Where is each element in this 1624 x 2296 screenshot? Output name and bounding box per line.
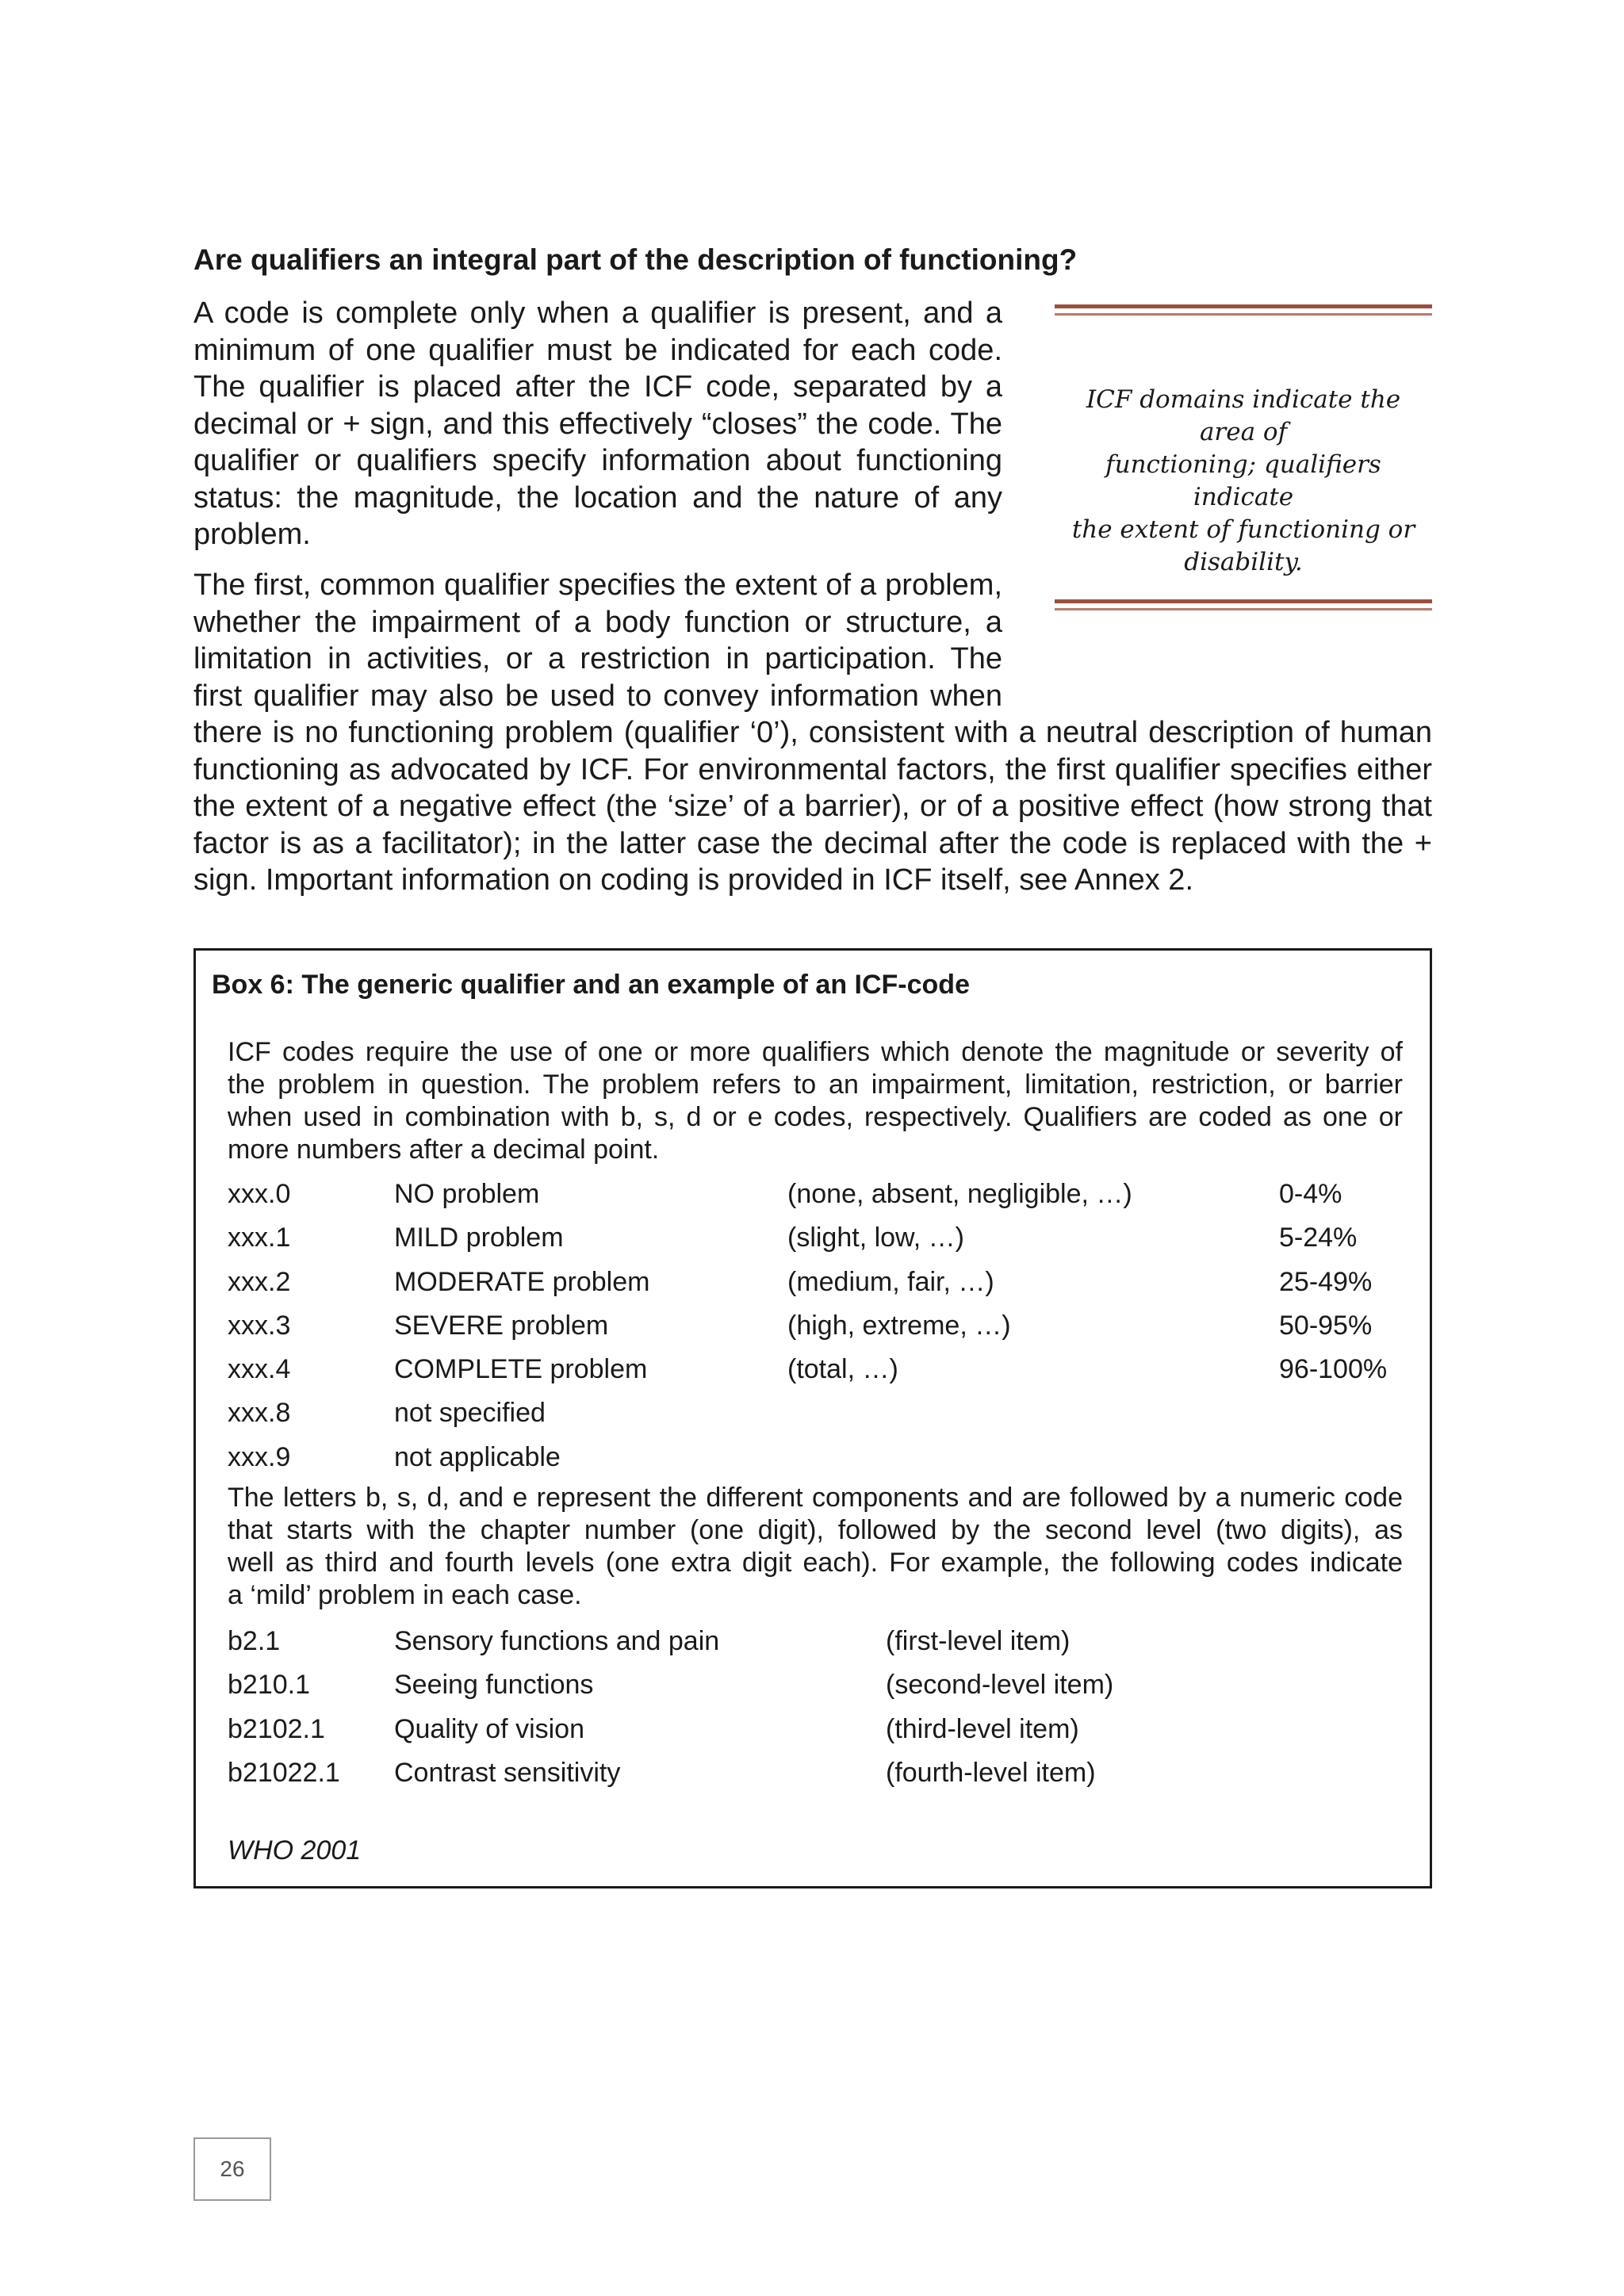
box-generic-qualifier [193, 948, 1432, 1888]
text-line: there is no functioning problem (qualifier ‘0’), consistent with a neutral description of human [193, 716, 1432, 749]
qualifier-description: (high, extreme, …) [787, 1310, 1011, 1341]
text-line: problem. [193, 518, 311, 551]
qualifier-percentage: 25-49% [1279, 1266, 1373, 1297]
text-line: functioning as advocated by ICF. For environmental factors, the first qualifier specifies either [193, 752, 1432, 786]
text-line: status: the magnitude, the location and the nature of any [193, 480, 1002, 515]
qualifier-code: xxx.2 [228, 1266, 291, 1297]
text-line: the problem in question. The problem refers to an impairment, limitation, restriction, or barrier [228, 1070, 1403, 1100]
qualifier-label: NO problem [394, 1179, 540, 1209]
callout-line: ICF domains indicate the area of [1086, 385, 1401, 446]
text-line: qualifier or qualifiers specify information about functioning [193, 444, 1002, 477]
qualifier-label: SEVERE problem [394, 1310, 609, 1341]
text-line: first qualifier may also be used to convey information when [193, 679, 1002, 713]
text-line: limitation in activities, or a restriction in participation. The [193, 642, 1002, 675]
callout-line: disability. [1184, 548, 1303, 576]
example-code-name: Sensory functions and pain [394, 1626, 720, 1656]
box-source-citation: WHO 2001 [228, 1835, 362, 1866]
text-line: The letters b, s, d, and e represent the different components and are followed by a numeric code [228, 1483, 1403, 1513]
text-line: a ‘mild’ problem in each case. [228, 1580, 582, 1610]
paragraph-first-qualifier [193, 567, 1432, 899]
qualifier-percentage: 5-24% [1279, 1223, 1358, 1253]
qualifier-code: xxx.4 [228, 1354, 291, 1385]
qualifier-label: MILD problem [394, 1223, 564, 1253]
qualifier-code: xxx.1 [228, 1223, 291, 1253]
qualifier-code: xxx.8 [228, 1398, 291, 1429]
callout-top-rule [1055, 304, 1432, 316]
qualifier-label: COMPLETE problem [394, 1354, 648, 1385]
paragraph-qualifier-definition [193, 295, 1002, 553]
example-code-name: Quality of vision [394, 1713, 584, 1744]
box-intro-text [228, 1036, 1403, 1166]
text-line: minimum of one qualifier must be indicated for each code. [193, 333, 1002, 367]
text-line: The qualifier is placed after the ICF code, separated by a [193, 370, 1002, 404]
qualifier-percentage: 0-4% [1279, 1179, 1342, 1209]
text-line: when used in combination with b, s, d or e codes, respectively. Qualifiers are coded as one or [228, 1102, 1403, 1132]
text-line: ICF codes require the use of one or more qualifiers which denote the magnitude or severity of [228, 1037, 1403, 1067]
text-line: that starts with the chapter number (one digit), followed by the second level (two digits), as [228, 1515, 1403, 1545]
text-line: whether the impairment of a body function or structure, a [193, 605, 1002, 639]
box-explanation-text [228, 1482, 1403, 1612]
text-line: decimal or + sign, and this effectively “closes” the code. The [193, 407, 1002, 441]
text-line: A code is complete only when a qualifier is present, and a [193, 297, 1002, 330]
qualifier-description: (slight, low, …) [787, 1223, 964, 1253]
example-code-level: (first-level item) [886, 1626, 1071, 1656]
example-code: b2.1 [228, 1626, 281, 1656]
example-code-level: (second-level item) [886, 1670, 1114, 1701]
example-code-name: Seeing functions [394, 1670, 594, 1701]
text-line: well as third and fourth levels (one extra digit each). For example, the following codes indicate [228, 1548, 1403, 1578]
text-line: sign. Important information on coding is provided in ICF itself, see Annex 2. [193, 863, 1193, 897]
qualifier-code: xxx.3 [228, 1310, 291, 1341]
text-line: The first, common qualifier specifies the extent of a problem, [193, 568, 1002, 602]
qualifier-label: not applicable [394, 1441, 561, 1472]
callout-text [1055, 384, 1432, 579]
pull-quote-callout [1055, 304, 1432, 612]
text-line: more numbers after a decimal point. [228, 1135, 660, 1165]
example-code: b21022.1 [228, 1757, 340, 1788]
qualifier-description: (none, absent, negligible, …) [787, 1179, 1132, 1209]
qualifier-percentage: 50-95% [1279, 1310, 1373, 1341]
example-code: b210.1 [228, 1670, 310, 1701]
example-code: b2102.1 [228, 1713, 325, 1744]
example-code-name: Contrast sensitivity [394, 1757, 621, 1788]
example-code-level: (fourth-level item) [886, 1757, 1096, 1788]
qualifier-percentage: 96-100% [1279, 1354, 1388, 1385]
qualifier-description: (medium, fair, …) [787, 1266, 994, 1297]
page-number: 26 [193, 2137, 271, 2201]
qualifier-code: xxx.0 [228, 1179, 291, 1209]
section-heading: Are qualifiers an integral part of the description of functioning? [193, 243, 1078, 276]
qualifier-code: xxx.9 [228, 1441, 291, 1472]
callout-line: functioning; qualifiers indicate [1105, 450, 1381, 511]
qualifier-label: not specified [394, 1398, 546, 1429]
callout-line: the extent of functioning or [1071, 515, 1415, 544]
text-line: factor is as a facilitator); in the latter case the decimal after the code is replaced with the + [193, 826, 1432, 860]
box-title: Box 6: The generic qualifier and an example of an ICF-code [212, 970, 970, 1000]
text-line: the extent of a negative effect (the ‘size’ of a barrier), or of a positive effect (how strong that [193, 790, 1432, 823]
qualifier-description: (total, …) [787, 1354, 898, 1385]
qualifier-label: MODERATE problem [394, 1266, 650, 1297]
example-code-level: (third-level item) [886, 1713, 1079, 1744]
